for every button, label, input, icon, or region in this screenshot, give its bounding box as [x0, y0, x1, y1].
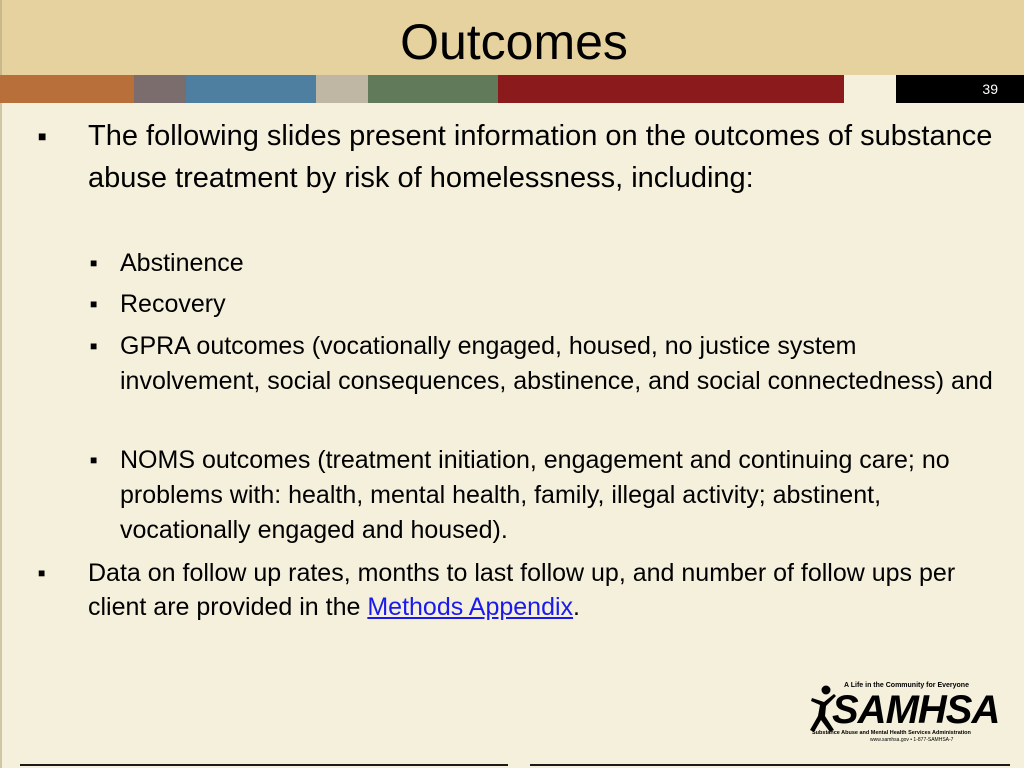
- square-bullet-icon: ■: [90, 297, 98, 311]
- logo-subtitle: Substance Abuse and Mental Health Services Administration: [812, 730, 971, 736]
- sub-bullet-abstinence: [90, 246, 1000, 281]
- stripe-segment: [186, 75, 316, 103]
- stripe-segment: [0, 75, 134, 103]
- bullet-data-suffix: .: [573, 593, 580, 621]
- color-stripe: [0, 75, 1024, 103]
- slide-title: Outcomes: [400, 14, 628, 70]
- bullet-data-text: Data on follow up rates, months to last follow up, and number of follow ups per client are provided in the: [88, 559, 956, 621]
- sub-bullet-text: Recovery: [120, 290, 226, 318]
- square-bullet-icon: ■: [90, 256, 98, 270]
- stripe-segment: [368, 75, 498, 103]
- sub-bullet-text: GPRA outcomes (vocationally engaged, housed, no justice system involvement, social consequences, abstinence, and social connectedness) and: [120, 332, 993, 395]
- square-bullet-icon: ■: [90, 453, 98, 467]
- title-bar: [0, 0, 1024, 75]
- square-bullet-icon: ■: [38, 566, 46, 580]
- left-edge-line: [0, 103, 2, 768]
- logo-url: www.samhsa.gov • 1-877-SAMHSA-7: [870, 737, 954, 743]
- stripe-segment: [316, 75, 368, 103]
- square-bullet-icon: ■: [38, 128, 47, 144]
- sub-bullet-recovery: [90, 287, 1000, 322]
- bullet-intro-text: The following slides present information on the outcomes of substance abuse treatment by risk of homelessness, including:: [88, 120, 993, 194]
- square-bullet-icon: ■: [90, 339, 98, 353]
- stripe-segment: [498, 75, 844, 103]
- bottom-rule-right: [530, 764, 1010, 766]
- methods-appendix-link[interactable]: Methods Appendix: [367, 593, 574, 621]
- stripe-segment: [844, 75, 896, 103]
- sub-bullet-text: Abstinence: [120, 249, 244, 277]
- sub-bullet-noms: [90, 443, 1000, 548]
- bullet-intro: [38, 115, 998, 199]
- sub-bullet-gpra: [90, 329, 1000, 399]
- sub-bullet-text: NOMS outcomes (treatment initiation, engagement and continuing care; no problems with: health, mental health, family, illegal activity; abstinent, vocationally engaged and housed).: [120, 446, 950, 544]
- logo-tagline: A Life in the Community for Everyone: [844, 682, 969, 689]
- slide-number: 39: [896, 75, 1024, 103]
- bullet-data: [38, 556, 998, 624]
- stripe-segment: [134, 75, 186, 103]
- logo-wordmark: SAMHSA: [832, 688, 1000, 732]
- bottom-rule-left: [20, 764, 508, 766]
- samhsa-logo: [808, 680, 1000, 743]
